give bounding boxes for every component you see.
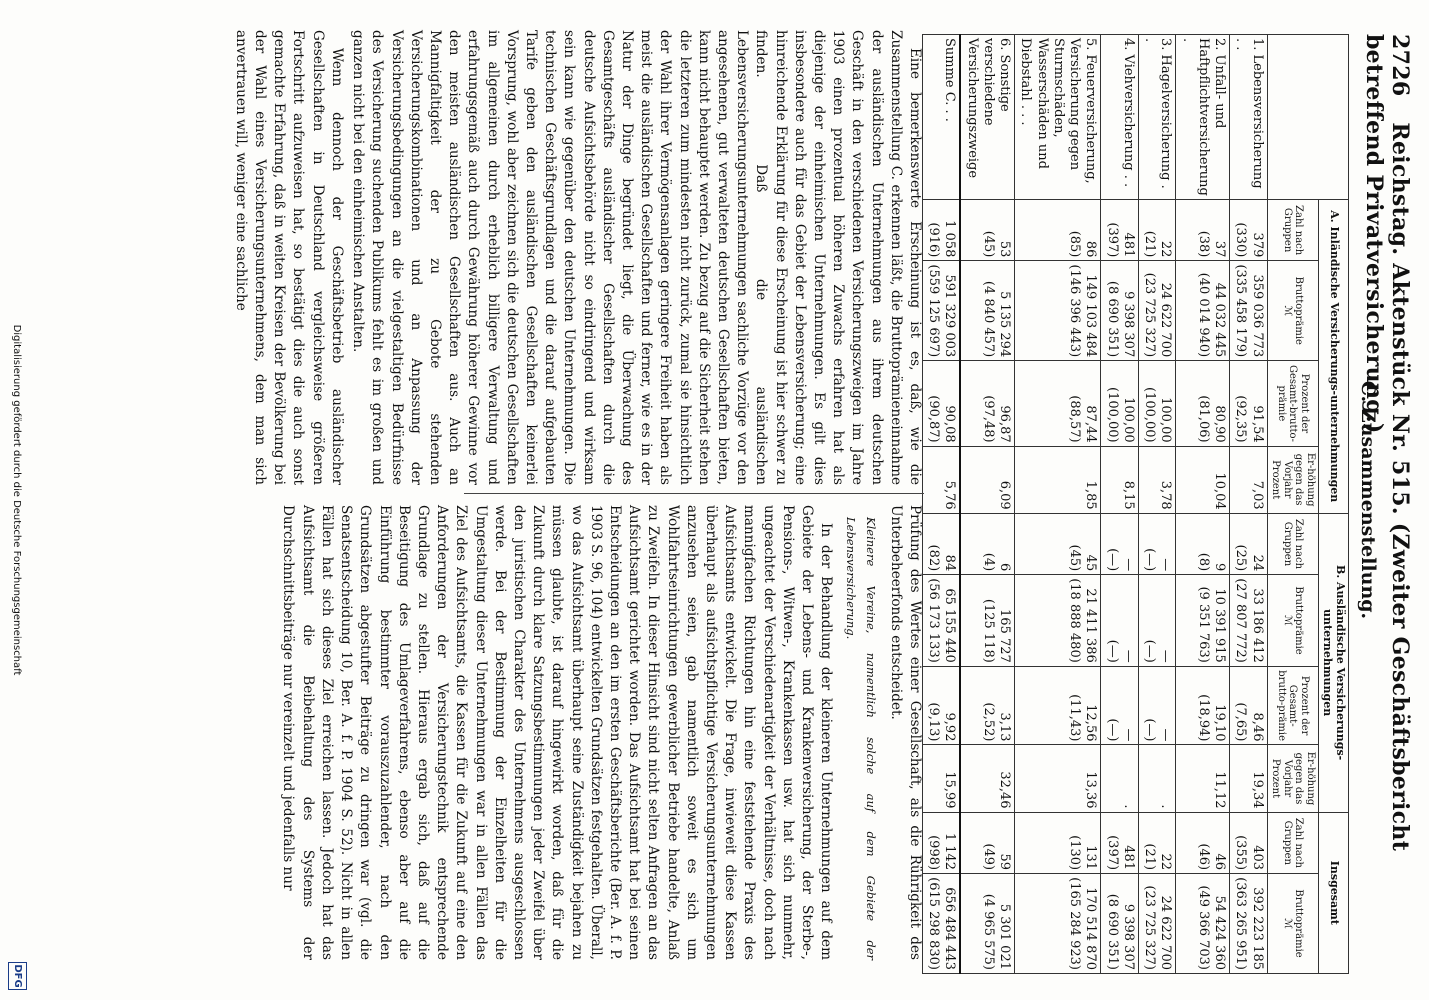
cell-prev-year-value: (97,48) — [980, 395, 996, 443]
cell-prev-year-value: (18 888 480) — [1067, 578, 1083, 663]
paragraph: Prüfung des Wertes einer Gesellschaft, als die Rührigkeit des Unterbeheerfonds entscheidet. — [887, 505, 923, 960]
cell-value: — — [1158, 649, 1174, 663]
cell-prev-year-value: (165 284 923) — [1067, 877, 1083, 970]
table-cell — [960, 812, 1014, 874]
table-cell — [1015, 199, 1101, 261]
table-cell — [1176, 361, 1230, 446]
table-cell — [960, 361, 1014, 446]
cell-value: 44 032 445 — [1212, 282, 1228, 358]
cell-prev-year-value: (397) — [1104, 222, 1120, 258]
table-cell — [1230, 745, 1268, 812]
cell-value: 19,34 — [1249, 771, 1265, 809]
cell-value: — — [1158, 558, 1174, 572]
table-cell — [1015, 361, 1101, 446]
cell-prev-year-value: (4 965 575) — [980, 893, 996, 970]
cell-prev-year-value: (45) — [1067, 544, 1083, 572]
row-label: 2. Unfall- und Haftpflichtversicherung . — [1176, 35, 1230, 200]
table-cell — [1230, 666, 1268, 745]
cell-value: 24 — [1249, 554, 1265, 572]
table-cell — [1015, 575, 1101, 667]
table-row — [1230, 35, 1268, 974]
table-cell — [922, 575, 960, 667]
paragraph: In der Behandlung der kleineren Unternehmungen auf dem Gebiete der Lebens- und Krankenversicherung, der Sterbe-, Pensions-, Witwen-, Krankenkassen usw. hat sich nunmehr, ungeachtet der Verschiedenartigkeit der Verhältnisse, doch nach mannigfachen Richtungen hin eine feststehende Praxis des Aufsichtsamts entwickelt. Die Frage, inwieweit diese Kassen überhaupt als aufsichtspflichtige Versicherungsunternehmungen anzusehen seien, gab namentlich soweit es sich um Wohlfahrtseinrichtungen gewerblicher Betriebe handelte, Anlaß zu Zweifeln. In dieser Hinsicht sind nicht selten Anfragen an das Aufsichtsamt gerichtet worden. Das Aufsichtsamt hat bei seinen Entscheidungen an den im ersten Geschäftsberichte (Ber. A. f. P. 1903 S. 96, 104) entwickelten Grundsätzen festgehalten. Überall, wo das Aufsichtsamt überhaupt seine Zuständigkeit bejahen zu müssen glaubte, ist darauf hingewirkt worden, daß für die Zukunft durch klare Satzungsbestimmungen jeder Zweifel über den juristischen Charakter des Unternehmens ausgeschlossen werde. Bei der Bestimmung der Einzelheiten für die Umgestaltung dieser Unternehmungen war in allen Fällen das Ziel des Aufsichtsamts, die Kassen für die Zukunft auf eine den Anforderungen der Versicherungstechnik entsprechende Grundlage zu stellen. Hieraus ergab sich, daß auf die Beseitigung des Umlageverfahrens, ebenso aber auf die Einführung bestimmter vorauszuzahlender, nach den Grundsätzen abgestufter Beiträge zu dringen war (vgl. die Senatsentscheidung 10, Ber. A. f. P. 1904 S. 52). Nicht in allen Fällen hat sich dieses Ziel erreichen lassen. Jedoch hat das Aufsichtsamt die Beibehaltung des Systems der Durchschnittsbeiträge nur vereinzelt und jedenfalls nur — [280, 505, 835, 960]
cell-value: 54 424 360 — [1212, 895, 1228, 970]
table-body — [922, 35, 1267, 974]
table-cell — [922, 666, 960, 745]
cell-prev-year-value: (330) — [1233, 222, 1249, 258]
cell-value: 403 — [1249, 845, 1265, 871]
table-cell — [1101, 812, 1139, 874]
table-cell — [960, 261, 1014, 361]
cell-prev-year-value: (90,87) — [926, 395, 942, 443]
cell-value: 87,44 — [1083, 405, 1099, 443]
table-cell — [1015, 513, 1101, 575]
text-column-right — [276, 505, 924, 960]
label-header — [1267, 35, 1348, 200]
table-cell — [1101, 513, 1139, 575]
cell-value: 8,15 — [1120, 480, 1136, 510]
cell-prev-year-value: (559 125 697) — [926, 264, 942, 358]
table-cell — [1176, 513, 1230, 575]
table-cell — [922, 745, 960, 812]
table-cell — [1138, 261, 1176, 361]
cell-value: 9,92 — [942, 712, 958, 742]
cell-value: — — [1120, 558, 1136, 572]
cell-value: 5 301 021 — [997, 903, 1013, 970]
cell-value: 379 — [1249, 232, 1265, 258]
table-cell — [1101, 261, 1139, 361]
pct-header: Prozent der Gesamt-brutto-prämie — [1267, 361, 1318, 446]
cell-prev-year-value: (8 690 351) — [1104, 280, 1120, 358]
cell-value: 96,87 — [997, 405, 1013, 443]
column-divider — [464, 493, 924, 494]
cell-value: 9 — [1212, 562, 1228, 572]
table-cell — [1138, 446, 1176, 513]
table-cell — [1176, 199, 1230, 261]
cell-prev-year-value: (2,52) — [980, 702, 996, 742]
cell-value: 15,99 — [942, 771, 958, 809]
count-header: Zahl nach Gruppen — [1267, 812, 1318, 874]
cell-prev-year-value: (4) — [980, 552, 996, 572]
cell-value: 86 — [1083, 240, 1099, 258]
table-cell — [1230, 446, 1268, 513]
cell-prev-year-value: (21) — [1142, 843, 1158, 871]
cell-value: 13,36 — [1083, 771, 1099, 809]
cell-value: — — [1120, 649, 1136, 663]
cell-value: 21 411 386 — [1083, 588, 1099, 663]
section-title: C. Zusammenstellung. — [1357, 380, 1379, 620]
cell-value: . — [1120, 804, 1136, 809]
cell-value: 656 484 443 — [942, 887, 958, 970]
table-cell — [1101, 361, 1139, 446]
cell-value: 131 — [1083, 845, 1099, 871]
cell-value: . — [1158, 804, 1174, 809]
table-cell — [1230, 575, 1268, 667]
count-header: Zahl nach Gruppen — [1267, 513, 1318, 575]
subheading: Kleinere Vereine, namentlich solche auf dem Gebiete der Lebensversicherung. — [844, 517, 878, 960]
table-cell — [1101, 666, 1139, 745]
cell-prev-year-value: (85) — [1067, 230, 1083, 258]
cell-prev-year-value: (7,65) — [1233, 702, 1249, 742]
cell-value: 7,03 — [1249, 480, 1265, 510]
cell-prev-year-value: (23 725 327) — [1142, 885, 1158, 970]
text-column-left — [229, 30, 924, 485]
row-label: 3. Hagelversicherung . . — [1138, 35, 1176, 200]
table-cell — [960, 199, 1014, 261]
pct-header: Prozent der Gesamt-brutto-prämie — [1267, 666, 1318, 745]
cell-prev-year-value: (—) — [1142, 639, 1158, 663]
cell-value: 22 — [1158, 853, 1174, 871]
cell-prev-year-value: (355) — [1233, 835, 1249, 871]
cell-value: 8,46 — [1249, 712, 1265, 742]
table-cell — [960, 745, 1014, 812]
cell-value: 84 — [942, 554, 958, 572]
table-cell — [1176, 261, 1230, 361]
table-cell — [1230, 874, 1268, 974]
dfg-logo: DFG — [8, 962, 27, 990]
cell-value: 32,46 — [997, 771, 1013, 809]
cell-value: 59 — [997, 853, 1013, 871]
table-row — [1176, 35, 1230, 974]
table-cell — [1176, 666, 1230, 745]
table-cell — [1015, 874, 1101, 974]
cell-value: 3,78 — [1158, 480, 1174, 510]
running-title: Reichstag. Aktenstück Nr. 515. (Zweiter Geschäftsbericht betreffend Privatversicherung.) — [1361, 34, 1413, 852]
table-cell — [1101, 575, 1139, 667]
table-cell — [1138, 874, 1176, 974]
premium-header: Bruttoprämie ℳ — [1267, 575, 1318, 667]
cell-value: 46 — [1212, 853, 1228, 871]
premium-header: Bruttoprämie ℳ — [1267, 261, 1318, 361]
table-cell — [1138, 812, 1176, 874]
cell-prev-year-value: (100,00) — [1104, 386, 1120, 443]
cell-value: 33 186 412 — [1249, 588, 1265, 663]
group-b-header: B. Ausländische Versicherungs-unternehmungen — [1318, 513, 1348, 812]
cell-prev-year-value: (363 265 951) — [1233, 877, 1249, 970]
cell-prev-year-value: (—) — [1142, 548, 1158, 572]
cell-value: 359 036 773 — [1249, 274, 1265, 358]
table-row — [1101, 35, 1139, 974]
cell-prev-year-value: (56 173 133) — [926, 578, 942, 663]
cell-value: 90,08 — [942, 405, 958, 443]
table-cell — [960, 575, 1014, 667]
cell-value: 100,00 — [1158, 397, 1174, 443]
cell-value: 5 135 294 — [997, 291, 1013, 358]
cell-value: 24 622 700 — [1158, 282, 1174, 358]
cell-value: — — [1158, 728, 1174, 742]
cell-prev-year-value: (—) — [1104, 548, 1120, 572]
digitization-credit: Digitalisierung gefördert durch die Deutsche Forschungsgemeinschaft — [11, 324, 22, 676]
cell-value: 149 103 484 — [1083, 274, 1099, 358]
table-cell — [960, 513, 1014, 575]
table-cell — [1230, 812, 1268, 874]
cell-prev-year-value: (92,35) — [1233, 395, 1249, 443]
inc-header: Er-höhung gegen das Vorjahr Prozent — [1267, 446, 1318, 513]
cell-value: 37 — [1212, 240, 1228, 258]
inc-header: Er-höhung gegen das Vorjahr Prozent — [1267, 745, 1318, 812]
table-cell — [1015, 745, 1101, 812]
row-label: 5. Feuerversicherung, Versicherung gegen Sturmschäden, Wasserschäden und Diebstahl . . . — [1015, 35, 1101, 200]
cell-value: 1 142 — [942, 832, 958, 871]
cell-prev-year-value: (25) — [1233, 544, 1249, 572]
cell-value: 5,76 — [942, 480, 958, 510]
cell-prev-year-value: (18,94) — [1195, 694, 1211, 742]
cell-value: 22 — [1158, 240, 1174, 258]
table-cell — [1138, 199, 1176, 261]
cell-prev-year-value: (146 396 443) — [1067, 264, 1083, 358]
table-cell — [922, 361, 960, 446]
cell-prev-year-value: (81,06) — [1195, 395, 1211, 443]
table-cell — [1101, 199, 1139, 261]
table-cell — [1138, 575, 1176, 667]
table-cell — [1230, 199, 1268, 261]
cell-prev-year-value: (82) — [926, 544, 942, 572]
cell-value: 65 155 440 — [942, 588, 958, 663]
table-cell — [1230, 361, 1268, 446]
cell-value: 10,04 — [1212, 472, 1228, 510]
cell-value: 591 329 003 — [942, 274, 958, 358]
table-row — [960, 35, 1014, 974]
cell-prev-year-value: (335 458 179) — [1233, 264, 1249, 358]
cell-prev-year-value: (—) — [1142, 718, 1158, 742]
cell-value: 9 398 307 — [1120, 291, 1136, 358]
cell-prev-year-value: (397) — [1104, 835, 1120, 871]
page-number: 2726 — [1387, 34, 1413, 97]
cell-prev-year-value: (125 118) — [980, 598, 996, 663]
table-cell — [922, 812, 960, 874]
cell-prev-year-value: (88,57) — [1067, 395, 1083, 443]
cell-prev-year-value: (130) — [1067, 835, 1083, 871]
table-cell — [1138, 745, 1176, 812]
cell-value: 12,56 — [1083, 704, 1099, 742]
cell-value: 481 — [1120, 232, 1136, 258]
table-cell — [1015, 812, 1101, 874]
cell-prev-year-value: (—) — [1104, 718, 1120, 742]
cell-value: 11,12 — [1212, 771, 1228, 809]
table-cell — [1015, 446, 1101, 513]
cell-prev-year-value: (49 366 703) — [1195, 885, 1211, 970]
table-cell — [960, 666, 1014, 745]
cell-prev-year-value: (4 840 457) — [980, 280, 996, 358]
cell-value: 45 — [1083, 554, 1099, 572]
table-cell — [1015, 666, 1101, 745]
row-label: Summe C. . . — [922, 35, 960, 200]
row-label: 6. Sonstige verschiedene Versicherungszweige — [960, 35, 1014, 200]
table-cell — [1101, 446, 1139, 513]
table-cell — [1230, 261, 1268, 361]
cell-prev-year-value: (998) — [926, 835, 942, 871]
table-cell — [1138, 513, 1176, 575]
cell-prev-year-value: (100,00) — [1142, 386, 1158, 443]
cell-value: — — [1120, 728, 1136, 742]
cell-value: 165 727 — [997, 609, 1013, 663]
summary-table — [922, 34, 1349, 974]
table-cell — [1176, 812, 1230, 874]
premium-header: Bruttoprämie ℳ — [1267, 874, 1318, 974]
cell-prev-year-value: (9,13) — [926, 702, 942, 742]
paragraph: Eine bemerkenswerte Erscheinung ist es, daß, wie die Zusammenstellung C. erkennen läßt, die Bruttoprämieneinnahme der ausländischen Unternehmungen aus ihrem deutschen Geschäft in den verschiedenen Versicherungszweigen im Jahre 1903 einen prozentual höheren Zuwachs erfahren hat als diejenige der einheimischen Unternehmungen. Es gilt dies insbesondere auch für das Gebiet der Lebensversicherung; eine hinreichende Erklärung für diese Erscheinung ist hier schwer zu finden. Daß die ausländischen Lebensversicherungsunternehmungen sachliche Vorzüge vor den angesehenen, gut verwalteten deutschen Gesellschaften bieten, kann nicht behauptet werden. Zu bezug auf die Sicherheit stehen die letzteren zum mindesten nicht zurück, zumal sie hinsichtlich der Wahl ihrer Vermögensanlagen geringere Freiheit haben als meist die ausländischen Gesellschaften und ferner, wie es in der Natur der Dinge begründet liegt, die Überwachung des Gesamtgeschäfts ausländischer Gesellschaften durch die deutsche Aufsichtsbehörde nicht so eindringend und wirksam sein kann wie gegenüber den deutschen Unternehmungen. Die technischen Geschäftsgrundlagen und die darauf aufgebauten Tarife geben den ausländischen Gesellschaften keinerlei Vorsprung, wohl aber zeichnen sich die deutschen Gesellschaften im allgemeinen durch erheblich billigere Verwaltung und erfahrungsgemäß auch durch Gewährung höherer Gewinne vor den meisten ausländischen Gesellschaften aus. Auch an Mannigfaltigkeit der zu Gebote stehenden Versicherungskombinationen und an Anpassung der Versicherungsbedingungen an die vielgestaltigen Bedürfnisse des Versicherung suchenden Publikums fehlt es im großen und ganzen nicht bei den einheimischen Anstalten. — [350, 30, 923, 485]
group-a-header: A. Inländische Versicherungs-unternehmungen — [1318, 199, 1348, 513]
table-cell — [1176, 874, 1230, 974]
cell-prev-year-value: (8) — [1195, 552, 1211, 572]
cell-prev-year-value: (46) — [1195, 843, 1211, 871]
cell-value: 10 391 915 — [1212, 588, 1228, 663]
cell-prev-year-value: (38) — [1195, 230, 1211, 258]
table-cell — [922, 199, 960, 261]
cell-value: 6 — [997, 562, 1013, 572]
paragraph: Wenn dennoch der Geschäftsbetrieb ausländischer Gesellschaften in Deutschland vergleichsweise größeren Fortschritt aufzuweisen hat, so bestätigt dies die auch sonst gemachte Erfahrung, daß in weiten Kreisen der Bevölkerung bei der Wahl eines Versicherungsunternehmens, dem man sich anvertrauen will, weniger eine sachliche — [232, 30, 345, 485]
cell-value: 19,10 — [1212, 704, 1228, 742]
cell-value: 481 — [1120, 845, 1136, 871]
cell-value: 3,13 — [997, 712, 1013, 742]
row-label: 1. Lebensversicherung . . — [1230, 35, 1268, 200]
cell-value: 24 622 700 — [1158, 895, 1174, 970]
table-cell — [1176, 575, 1230, 667]
table-cell — [922, 874, 960, 974]
table-row — [1138, 35, 1176, 974]
cell-value: 91,54 — [1249, 405, 1265, 443]
row-label: 4. Viehversicherung . . — [1101, 35, 1139, 200]
cell-value: 1,85 — [1083, 480, 1099, 510]
table-cell — [1138, 361, 1176, 446]
cell-value: 80,90 — [1212, 405, 1228, 443]
cell-value: 6,09 — [997, 480, 1013, 510]
table-cell — [960, 446, 1014, 513]
cell-prev-year-value: (49) — [980, 843, 996, 871]
table-cell — [960, 874, 1014, 974]
table-cell — [922, 513, 960, 575]
cell-prev-year-value: (27 807 772) — [1233, 578, 1249, 663]
cell-value: 9 398 307 — [1120, 903, 1136, 970]
cell-value: 170 514 870 — [1083, 887, 1099, 970]
cell-prev-year-value: (40 014 940) — [1195, 272, 1211, 358]
cell-prev-year-value: (916) — [926, 222, 942, 258]
count-header: Zahl nach Gruppen — [1267, 199, 1318, 261]
cell-prev-year-value: (8 690 351) — [1104, 893, 1120, 970]
table-row — [922, 35, 960, 974]
table-cell — [1015, 261, 1101, 361]
table-cell — [922, 261, 960, 361]
cell-value: 53 — [997, 240, 1013, 258]
cell-prev-year-value: (615 298 830) — [926, 877, 942, 970]
cell-prev-year-value: (9 351 763) — [1195, 586, 1211, 663]
cell-value: 392 223 185 — [1249, 887, 1265, 970]
table-cell — [922, 446, 960, 513]
table-cell — [1138, 666, 1176, 745]
table-cell — [1230, 513, 1268, 575]
cell-prev-year-value: (45) — [980, 230, 996, 258]
cell-prev-year-value: (21) — [1142, 230, 1158, 258]
table-cell — [1176, 745, 1230, 812]
cell-value: 1 058 — [942, 220, 958, 258]
table-row — [1015, 35, 1101, 974]
cell-value: 100,00 — [1120, 397, 1136, 443]
table-cell — [1101, 874, 1139, 974]
table-cell — [1101, 745, 1139, 812]
cell-prev-year-value: (11,43) — [1067, 694, 1083, 742]
group-total-header: Insgesamt — [1318, 812, 1348, 973]
cell-prev-year-value: (—) — [1104, 639, 1120, 663]
table-cell — [1176, 446, 1230, 513]
cell-prev-year-value: (23 725 327) — [1142, 272, 1158, 358]
